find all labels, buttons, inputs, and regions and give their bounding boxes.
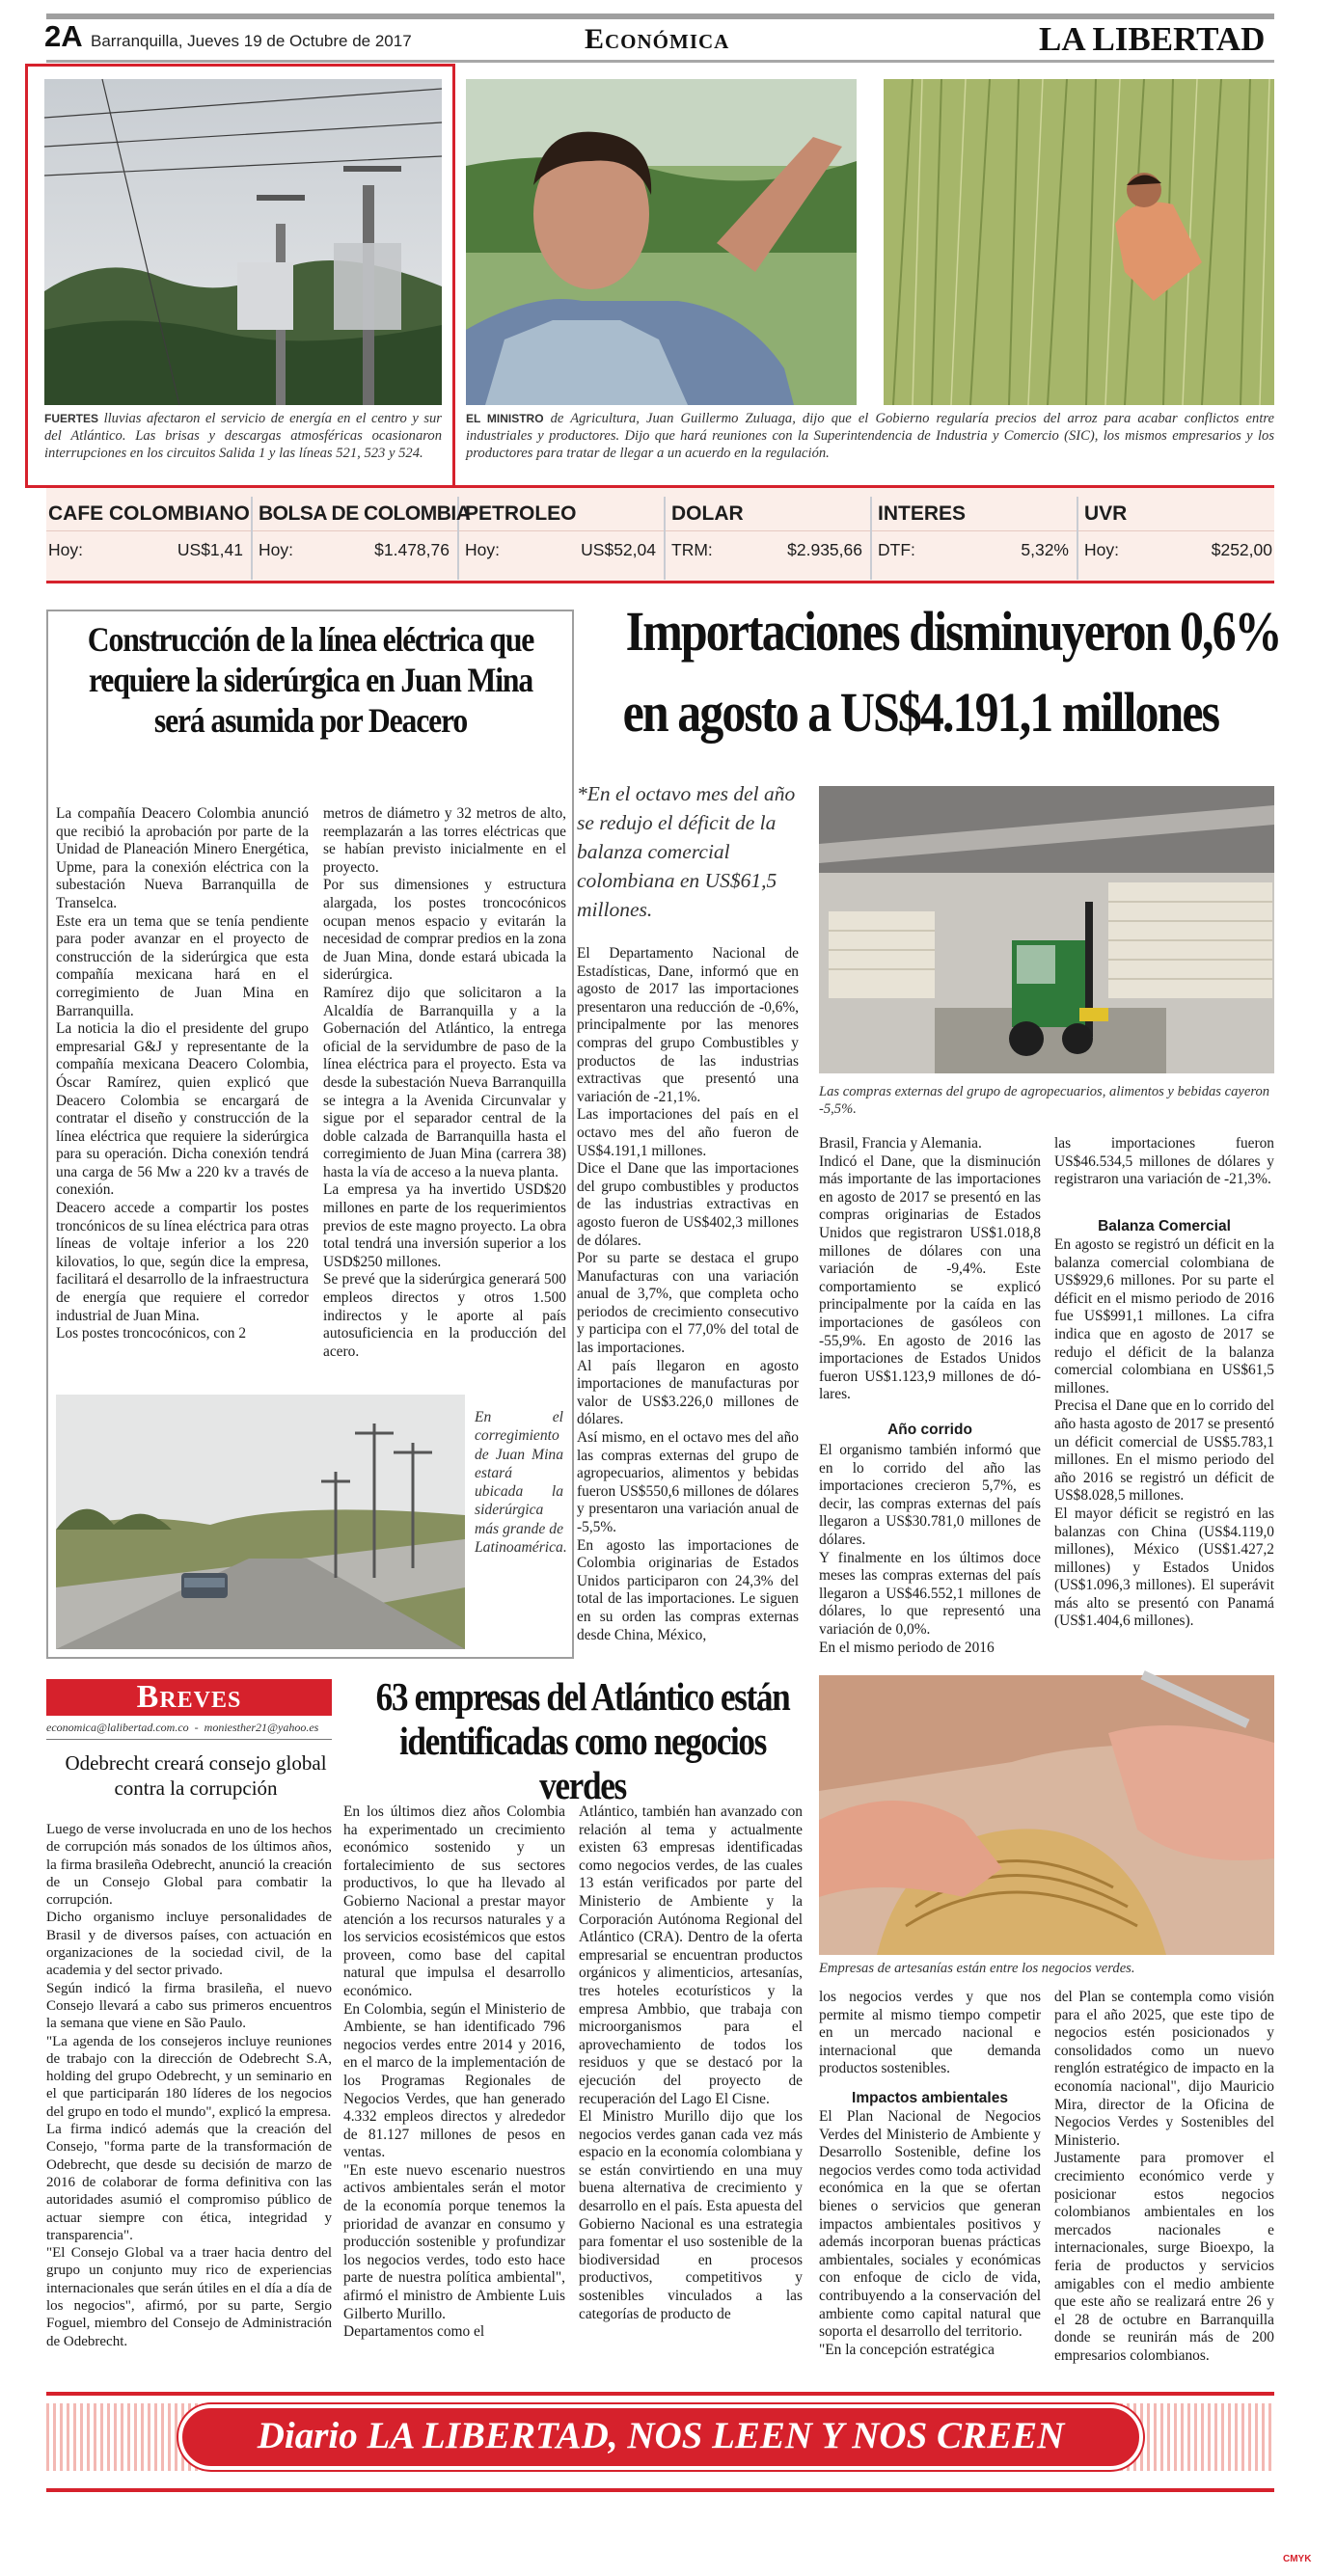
article3-subhead-impactos: Impactos ambientales [852,2090,1008,2106]
market-label: Hoy: [259,540,293,559]
juan-mina-caption: En el corregimiento de Juan Mina estará ubicada la siderúrgica más grande de Latinoamérica. [475,1409,567,1557]
page-number: 2A [44,19,83,53]
power-lines-photo [44,79,442,405]
warehouse-caption: Las compras externas del grupo de agropecuarios, alimentos y bebidas cayeron -5,5%. [819,1084,1270,1117]
article2-subhead-ano-corrido: Año corrido [887,1422,972,1438]
market-label: Hoy: [465,540,500,559]
article1-col1: La compañía Deacero Colombia anunció que recibió la aprobación por parte de la Unidad de Planeación Minero Energética, Upme, para la conexión eléctrica con la subestación Nueva Barranquilla de Transelca. Este era un tema que se tenía pendiente para poder avanzar en el proyecto de construcción de la siderúrgica que esta compañía mexicana hará en el corregimiento de Juan Mina en Barranquilla. La noticia la dio el presidente del grupo empresarial G&J y representante de la compañía mexicana Deacero Colombia, Óscar Ramírez, quien explicó que Deacero Colombia se encargará de contratar el diseño y construcción de la línea eléctrica que requiere la siderúrgica para su operación. Dicha conexión tendrá una carga de 56 Mw a 220 kv a través de conexión. Deacero accede a compartir los postes troncónicos de su línea eléctrica para otras líneas de voltaje inferior a los 220 kilovatios, lo que, según dice la empresa, facilitará el desarrollo de la infraestructura de energía que requiere el corredor industrial de Juan Mina. Los postes troncocónicos, con 2 [56,805,309,1342]
market-interes [872,497,1078,580]
banner-rule-bottom [46,2488,1274,2492]
minister-caption: EL MINISTRO de Agricultura, Juan Guillermo Zuluaga, dijo que el Gobierno regularía precios del arroz para acabar conflictos entre industriales y productores. Dijo que hará reuniones con la Superintendencia de Industria y Comercio (SIC), los mismos empresarios y los productores para tratar de llegar a un acuerdo en la regulación. [466,411,1274,461]
article1-col2: metros de diámetro y 32 metros de alto, reemplazarán a las torres eléctricas que se habían previsto inicialmente en el proyecto. Por sus dimensiones y estructura alargada, los postes troncocónicos ocupan menos espacio y evitarán la necesidad de comprar predios en la zona de Juan Mina, donde estará ubicada la siderúrgica. Ramírez dijo que solicitaron a la Alcaldía de Barranquilla y a la Gobernación del Atlántico, la entrega oficial de la servidumbre de paso de la línea eléctrica para el proyecto. Esta va desde la subestación Nueva Barranquilla se integra a la Avenida Circunvalar y sigue por el separador central de la doble calzada de Barranquilla hasta el corregimiento de Juan Mina (carrera 38) hasta la vía de acceso a la nueva planta. La empresa ya ha invertido USD$20 millones en parte de los requerimientos previos de este magno proyecto. La obra total tendrá una inversión superior a los USD$250 millones. Se prevé que la siderúrgica generará 500 empleos directos y otros 1.500 indirectos y le aporte al país autosuficiencia en la producción del acero. [323,805,566,1360]
article3-col2: Atlántico, también han avanzado con relación al tema y actualmente existen 63 empresas identificadas como negocios verdes, de las cuales 13 están verificados por parte del Ministerio de Ambiente y la Corporación Autónoma Regional del Atlántico (CRA). Dentro de la oferta empresarial se encuentran productos orgánicos y alimenticios, artesanías, tres hoteles ecoturísticos y la empresa Ambbio, que trabaja con microorganismos para el aprovechamiento de todos los residuos y que se destacó por la ejecución del proyecto de recuperación del Lago El Cisne. El Ministro Murillo dijo que los negocios verdes ganan cada vez más espacio en la economía colombiana y se están convirtiendo en una muy buena alternativa de crecimiento y desarrollo en el país. Esta apuesta del Gobierno Nacional es una estrategia para fomentar el uso sostenible de la biodiversidad en procesos productivos, competitivos y sostenibles vinculados a las categorías de producto de [579,1803,803,2322]
handicraft-caption: Empresas de artesanías están entre los negocios verdes. [819,1961,1135,1976]
market-name: BOLSA DE COLOMBIA [259,502,471,525]
breves-headline: Odebrecht creará consejo global contra la corrupción [65,1751,327,1800]
market-name: CAFE COLOMBIANO [48,502,250,525]
market-dolar [666,497,872,580]
market-value: $1.478,76 [374,540,450,559]
market-label: DTF: [878,540,915,559]
breves-body: Luego de verse involucrada en uno de los hechos de corrupción más sonados de los últimos años, la firma brasileña Odebrecht, anunció la creación de un Consejo Global para combatir la corrupción. Dicho organismo incluye personalidades de Brasil y de diversos países, con actuación en organizaciones de la sociedad civil, de la academia y del sector privado. Según indicó la firma brasileña, el nuevo Consejo llevará a cabo sus primeros encuentros la semana que viene en São Paulo. "La agenda de los consejeros incluye reuniones de trabajo con la dirección de Odebrecht S.A, holding del grupo Odebrecht, y un seminario en el que participarán 180 líderes de los negocios del grupo en todo el mundo", explicó la empresa. La firma indicó además que la creación del Consejo, "forma parte de la transformación de Odebrecht, que desde su decisión de marzo de 2016 de colaborar de forma definitiva con las autoridades asumió el compromiso público de actuar siempre con ética, integridad y transparencia". "El Consejo Global va a traer hacia dentro del grupo un conjunto muy rico de experiencias internacionales que serán útiles en el día a día de los negocios", afirmó, por su parte, Sergio Foguel, miembro del Consejo de Administración de Odebrecht. [46,1822,332,2349]
article1-headline: Construcción de la línea eléctrica que requiere la siderúrgica en Juan Mina será asumida por Deacero [87,620,534,740]
header-date: Barranquilla, Jueves 19 de Octubre de 2017 [91,32,412,50]
market-name: INTERES [878,502,967,525]
breves-title: Breves [136,1679,242,1715]
market-value: $2.935,66 [787,540,862,559]
banner-text: Diario LA LIBERTAD, NOS LEEN Y NOS CREEN [257,2415,1065,2456]
article2-col1: El Departamento Nacional de Estadísticas, Dane, informó que en agosto de 2017 las importaciones presentaron una reducción de -0,6%, principalmente por las menores compras del grupo Combustibles y productos de las industrias extractivas que presentó una variación de -21,1%. Las importaciones del país en el octavo mes del año fueron de US$4.191,1 millones. Dice el Dane que las importaciones del grupo combustibles y productos de las industrias extractivas en agosto fueron de US$402,3 millones de dólares. Por su parte se destaca el grupo Manufacturas con una variación anual de 3,7%, que completa ocho periodos de crecimiento consecutivo y participa con el 77,0% del total de las importaciones. Al país llegaron en agosto importaciones de manufacturas por valor de US$3.226,0 millones de dólares. Así mismo, en el octavo mes del año las compras externas del grupo de agropecuarios, alimentos y bebidas fueron US$550,6 millones de dólares y presentaron una variación anual de -5,5%. En agosto las importaciones de Colombia originarias de Estados Unidos participaron con 24,3% del total de las importaciones. Le siguen en su orden las compras externas desde China, México, [577,945,799,1643]
market-label: TRM: [671,540,713,559]
handicraft-photo [819,1675,1274,1955]
print-marks: CMYK [1283,2554,1312,2564]
market-cafe [46,497,253,580]
market-label: Hoy: [1084,540,1119,559]
market-label: Hoy: [48,540,83,559]
article3-col3b: El Plan Nacional de Negocios Verdes del Ministerio de Ambiente y Desarrollo Sostenible, define los negocios verdes como toda actividad económica en la que se ofertan bienes o servicios que generan impactos ambientales positivos y además incorporan buenas prácticas ambientales, sociales y económicas con enfoque de ciclo de vida, contribuyendo a la conservación del ambiente como capital natural que soporta el desarrollo del territorio. "En la concepción estratégica [819,2108,1041,2358]
juan-mina-road-photo [56,1395,465,1649]
breves-emails: economica@lalibertad.com.co - moniesther21@yahoo.es [46,1721,319,1734]
article2-col2b: El organismo también informó que en lo corrido del año las importaciones crecieron 5,7%, es decir, las compras externas del país llegaron a US$30.781,0 millones de dólares. Y finalmente en los últimos doce meses las compras externas del país llegaron a US$46.552,1 millones de dólares, lo que representó una variación de 0,0%. En el mismo periodo de 2016 [819,1442,1041,1656]
market-value: US$52,04 [581,540,656,559]
market-value: US$1,41 [177,540,243,559]
market-uvr [1078,497,1274,580]
header-bottom-rule [46,60,1274,63]
masthead: LA LIBERTAD [1039,20,1266,58]
market-name: PETROLEO [465,502,577,525]
header-top-rule [46,14,1274,19]
article2-subhead-balanza: Balanza Comercial [1098,1218,1231,1234]
article2-col3b: En agosto se registró un déficit en la balanza comercial colombiana de US$929,6 millones. Por su parte el déficit en el mismo periodo de 2016 fue US$991,1 millones. La cifra indica que en agosto de 2017 se redujo el déficit de la balanza comercial colombiana en US$61,5 millones. Precisa el Dane que en lo corrido del año hasta agosto de 2017 se presentó un déficit comercial de US$5.783,1 millones. En el mismo periodo del año 2016 se registró un déficit de US$8.028,5 millones. El mayor déficit se registró en las balanzas con China (US$4.119,0 millones), México (US$1.427,2 millones) y Estados Unidos (US$1.096,3 millones). El superávit más alto se presentó con Panamá (US$1.404,6 millones). [1054,1236,1274,1630]
power-lines-caption: FUERTES lluvias afectaron el servicio de energía en el centro y sur del Atlántico. Las brisas y descargas atmosféricas ocasionaron interrupciones en los circuitos Salida 1 y las líneas 521, 523 y 524. [44,411,442,461]
article2-deck: *En el octavo mes del año se redujo el déficit de la balanza comercial colombiana en US$61,5 millones. [577,782,796,921]
market-value: 5,32% [1021,540,1069,559]
article2-headline-1: Importaciones disminuyeron 0,6% [625,600,1281,663]
article3-col4: del Plan se contempla como visión para el año 2025, que este tipo de negocios estén posicionados y consolidados como un nuevo renglón estratégico de impacto en la economía nacional", dijo Mauricio Mira, director de la Oficina de Negocios Verdes y Sostenibles del Ministerio. Justamente para promover el crecimiento económico verde y posicionar estos negocios colombianos ambientales en los mercados nacionales e internacionales, surge Bioexpo, la feria de productos y servicios amigables con el medio ambiente que este año se realizará entre 26 y el 28 de octubre en Barranquilla donde se reunirán más de 200 empresarios colombianos. [1054,1989,1274,2364]
breves-rule [46,1739,332,1740]
market-name: DOLAR [671,502,744,525]
banner-rule-top [46,2392,1274,2396]
rice-field-photo [884,79,1274,405]
article2-col2a: Brasil, Francia y Alemania. Indicó el Dane, que la disminución más importante de las importaciones en agosto de 2017 se presentó en las compras originarias de Estados Unidos que registraron US$1.018,8 millones de dólares con una variación de -9,4%. Este comportamiento se explicó principalmente por la caída en las importaciones de gasóleos con -55,9%. En agosto de 2016 las importaciones de Estados Unidos fueron US$1.123,9 millones de dó-lares. [819,1135,1041,1403]
article3-headline: 63 empresas del Atlántico están identificadas como negocios verdes [375,1674,790,1807]
market-petroleo [459,497,666,580]
section-name: Económica [585,23,730,55]
article3-col3a: los negocios verdes y que nos permite al mismo tiempo competir en un mercado nacional e internacional que demanda productos sostenibles. [819,1989,1041,2077]
market-bolsa [253,497,471,580]
market-name: UVR [1084,502,1128,525]
article2-headline-2: en agosto a US$4.191,1 millones [622,681,1219,744]
warehouse-forklift-photo [819,786,1274,1073]
article2-col3a: las importaciones fueron US$46.534,5 millones de dólares y registraron una variación de -21,3%. [1054,1135,1274,1188]
market-value: $252,00 [1211,540,1272,559]
article3-col1: En los últimos diez años Colombia ha experimentado un crecimiento económico sostenido y un fortalecimiento de sus sectores productivos, lo que ha llevado al Gobierno Nacional a prestar mayor atención a los recursos naturales y a los servicios ecosistémicos que estos proveen, como base del capital natural que impulsa el desarrollo económico. En Colombia, según el Ministerio de Ambiente, se han identificado 796 negocios verdes entre 2014 y 2016, en el marco de la implementación de los Programas Regionales de Negocios Verdes, que han generado 4.332 empleos directos y alrededor de 81.127 millones de pesos en ventas. "En este nuevo escenario nuestros activos ambientales serán el motor de la economía porque tenemos la prioridad de avanzar en consumo y producción sostenible y profundizar los negocios verdes, todo esto hace parte de nuestra política ambiental", afirmó el ministro de Ambiente Luis Gilberto Murillo. Departamentos como el [343,1803,565,2341]
markets-bottom-rule [46,581,1274,583]
minister-photo [466,79,857,405]
